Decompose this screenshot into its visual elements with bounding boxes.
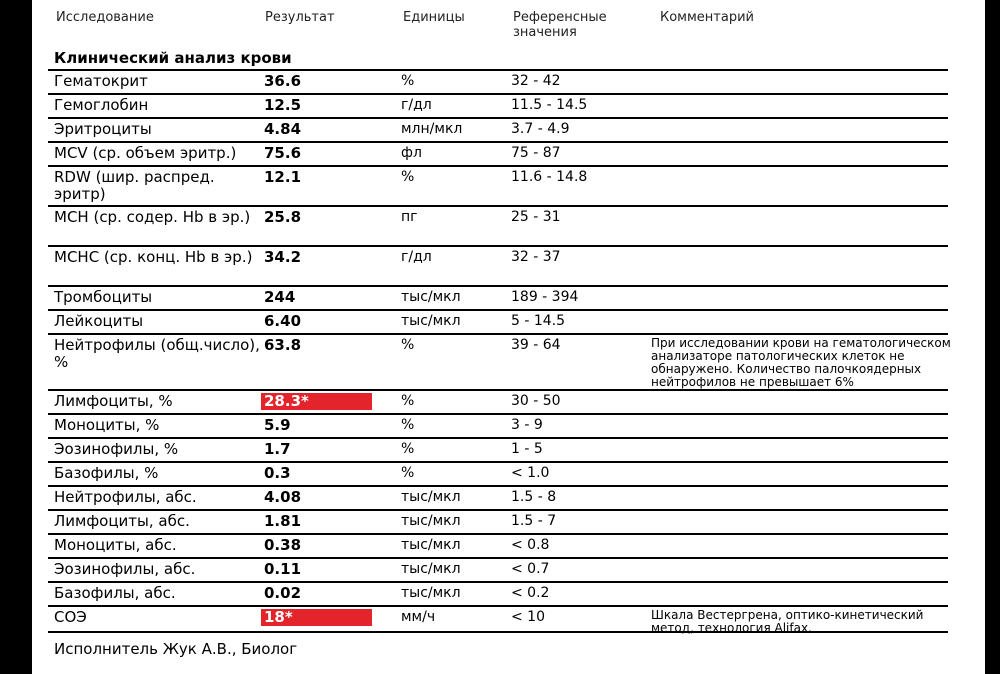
table-row: [48, 165, 948, 207]
test-name: Нейтрофилы (общ.число), %: [54, 336, 260, 371]
reference-range: < 10: [511, 609, 545, 625]
test-name: Базофилы, %: [54, 464, 159, 482]
units: тыс/мкл: [401, 513, 461, 529]
performer-signature: Исполнитель Жук А.В., Биолог: [54, 640, 298, 658]
result-value: 63.8: [264, 336, 302, 354]
reference-range: 1 - 5: [511, 441, 543, 457]
flagged-result: 18*: [261, 609, 372, 626]
table-row: [48, 461, 948, 487]
table-row: [48, 557, 948, 583]
units: г/дл: [401, 97, 432, 113]
header-units: Единицы: [403, 10, 465, 25]
section-title: Клинический анализ крови: [54, 49, 292, 67]
result-value: 4.08: [264, 488, 302, 506]
result-value: 6.40: [264, 312, 302, 330]
result-value: 5.9: [264, 416, 291, 434]
test-name: Нейтрофилы, абс.: [54, 488, 197, 506]
result-value: 0.02: [264, 584, 302, 602]
test-name: МСН (ср. содер. Hb в эр.): [54, 208, 251, 226]
table-row: [48, 117, 948, 143]
reference-range: 11.5 - 14.5: [511, 97, 588, 113]
units: тыс/мкл: [401, 585, 461, 601]
result-value: 75.6: [264, 144, 302, 162]
table-row: [48, 533, 948, 559]
reference-range: 11.6 - 14.8: [511, 169, 588, 185]
units: %: [401, 393, 415, 409]
result-value: 1.81: [264, 512, 302, 530]
units: %: [401, 417, 415, 433]
flagged-result: 28.3*: [261, 393, 372, 410]
table-row: [48, 581, 948, 607]
header-reference-line1: Референсные: [513, 10, 607, 25]
result-value: 0.3: [264, 464, 291, 482]
units: %: [401, 73, 415, 89]
units: млн/мкл: [401, 121, 463, 137]
result-value: 0.11: [264, 560, 302, 578]
header-comment: Комментарий: [660, 10, 754, 25]
units: тыс/мкл: [401, 537, 461, 553]
units: мм/ч: [401, 609, 436, 625]
table-row: [48, 389, 948, 415]
units: %: [401, 337, 415, 353]
test-name: Тромбоциты: [54, 288, 153, 306]
reference-range: < 0.8: [511, 537, 550, 553]
result-value: 12.1: [264, 168, 302, 186]
table-row: [48, 69, 948, 95]
test-name: Эритроциты: [54, 120, 152, 138]
table-row: [48, 485, 948, 511]
reference-range: 189 - 394: [511, 289, 579, 305]
reference-range: 75 - 87: [511, 145, 561, 161]
table-row: [48, 205, 948, 247]
reference-range: < 0.2: [511, 585, 550, 601]
table-row: [48, 141, 948, 167]
lab-report-sheet: [32, 0, 985, 674]
result-value: 25.8: [264, 208, 302, 226]
table-row: [48, 437, 948, 463]
reference-range: 3 - 9: [511, 417, 543, 433]
reference-range: 1.5 - 8: [511, 489, 557, 505]
result-value: 0.38: [264, 536, 302, 554]
reference-range: 5 - 14.5: [511, 313, 566, 329]
units: фл: [401, 145, 422, 161]
header-reference: [513, 10, 607, 40]
test-name: Лимфоциты, %: [54, 392, 173, 410]
result-value: 4.84: [264, 120, 302, 138]
reference-range: 3.7 - 4.9: [511, 121, 570, 137]
table-row: [48, 309, 948, 335]
header-result: Результат: [265, 10, 335, 25]
table-row: [48, 605, 948, 633]
result-value: 12.5: [264, 96, 302, 114]
test-name: Эозинофилы, %: [54, 440, 179, 458]
test-name: Лейкоциты: [54, 312, 144, 330]
units: г/дл: [401, 249, 432, 265]
units: тыс/мкл: [401, 561, 461, 577]
test-name: MCHC (ср. конц. Hb в эр.): [54, 248, 253, 266]
test-name: RDW (шир. распред. эритр): [54, 168, 215, 203]
comment: При исследовании крови на гематологическом анализаторе патологических клеток не обнаружено. Количество палочкоядерных нейтрофилов не превышает 6%: [651, 336, 951, 389]
reference-range: 30 - 50: [511, 393, 561, 409]
units: пг: [401, 209, 418, 225]
table-row: [48, 245, 948, 287]
result-value: 34.2: [264, 248, 302, 266]
test-name: MCV (ср. объем эритр.): [54, 144, 237, 162]
header-reference-line2: значения: [513, 25, 577, 40]
units: тыс/мкл: [401, 489, 461, 505]
comment: Шкала Вестергрена, оптико-кинетический метод, технология Alifax.: [651, 608, 924, 635]
result-value: 1.7: [264, 440, 291, 458]
units: %: [401, 441, 415, 457]
table-row: [48, 413, 948, 439]
reference-range: 32 - 37: [511, 249, 561, 265]
reference-range: 32 - 42: [511, 73, 561, 89]
test-name: Базофилы, абс.: [54, 584, 176, 602]
reference-range: 39 - 64: [511, 337, 561, 353]
test-name: Эозинофилы, абс.: [54, 560, 196, 578]
reference-range: < 1.0: [511, 465, 550, 481]
result-value: 244: [264, 288, 296, 306]
test-name: Моноциты, абс.: [54, 536, 177, 554]
reference-range: 25 - 31: [511, 209, 561, 225]
units: тыс/мкл: [401, 289, 461, 305]
header-test: Исследование: [56, 10, 154, 25]
table-header: [32, 10, 985, 50]
test-name: Гемоглобин: [54, 96, 149, 114]
reference-range: < 0.7: [511, 561, 550, 577]
table-row: [48, 285, 948, 311]
units: тыс/мкл: [401, 313, 461, 329]
units: %: [401, 465, 415, 481]
test-name: Лимфоциты, абс.: [54, 512, 190, 530]
test-name: Моноциты, %: [54, 416, 160, 434]
table-row: [48, 509, 948, 535]
test-name: Гематокрит: [54, 72, 148, 90]
units: %: [401, 169, 415, 185]
test-name: СОЭ: [54, 608, 87, 626]
table-row: [48, 333, 951, 391]
table-row: [48, 93, 948, 119]
reference-range: 1.5 - 7: [511, 513, 557, 529]
result-value: 36.6: [264, 72, 302, 90]
